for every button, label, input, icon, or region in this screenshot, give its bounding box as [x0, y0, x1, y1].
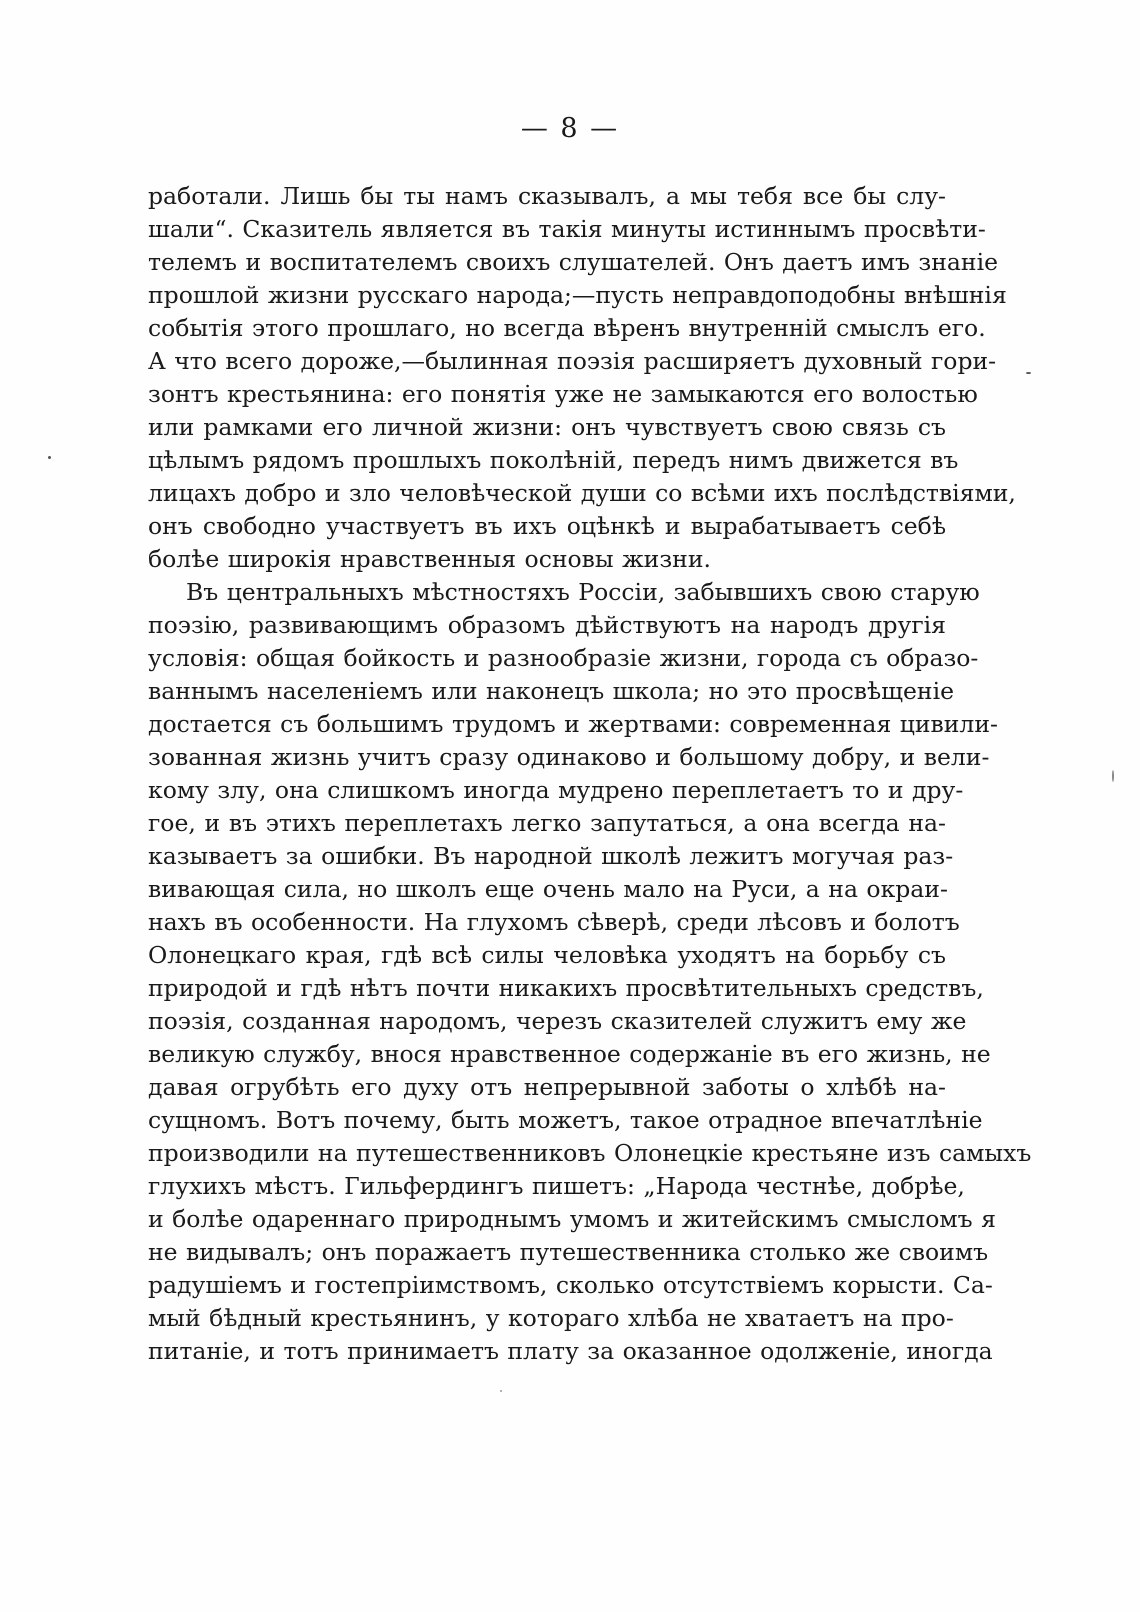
text-line: цѣлымъ рядомъ прошлыхъ поколѣній, передъ нимъ движется въ	[148, 446, 959, 474]
scan-speck	[500, 1390, 502, 1392]
text-line: давая огрубѣть его духу отъ непрерывной заботы о хлѣбѣ на-	[148, 1073, 946, 1101]
text-line: вивающая сила, но школъ еще очень мало на Руси, а на окраи-	[148, 875, 948, 903]
text-line: природой и гдѣ нѣтъ почти никакихъ просвѣтительныхъ средствъ,	[148, 974, 984, 1002]
text-line: зованная жизнь учитъ сразу одинаково и большому добру, и вели-	[148, 743, 990, 771]
text-line: событія этого прошлаго, но всегда вѣренъ внутренній смыслъ его.	[148, 314, 986, 342]
text-line: великую службу, внося нравственное содержаніе въ его жизнь, не	[148, 1040, 991, 1068]
text-line: гое, и въ этихъ переплетахъ легко запутаться, а она всегда на-	[148, 809, 946, 837]
text-line: работали. Лишь бы ты намъ сказывалъ, а мы тебя все бы слу-	[148, 182, 946, 210]
page-number: — 8 —	[520, 113, 620, 144]
body-text	[148, 180, 1032, 1368]
text-line: глухихъ мѣстъ. Гильфердингъ пишетъ: „Народа честнѣе, добрѣе,	[148, 1172, 965, 1200]
text-line: ваннымъ населеніемъ или наконецъ школа; но это просвѣщеніе	[148, 677, 954, 705]
text-line: нахъ въ особенности. На глухомъ сѣверѣ, среди лѣсовъ и болотъ	[148, 908, 960, 936]
text-line: поэзію, развивающимъ образомъ дѣйствуютъ на народъ другія	[148, 611, 946, 639]
text-line: казываетъ за ошибки. Въ народной школѣ лежитъ могучая раз-	[148, 842, 954, 870]
text-line: мый бѣдный крестьянинъ, у котораго хлѣба не хватаетъ на про-	[148, 1304, 954, 1332]
paragraph-start-line: Въ центральныхъ мѣстностяхъ Россіи, забывшихъ свою старую	[186, 578, 980, 606]
text-line: радушіемъ и гостепріимствомъ, сколько отсутствіемъ корысти. Са-	[148, 1271, 993, 1299]
text-line: прошлой жизни русскаго народа;—пусть неправдоподобны внѣшнія	[148, 281, 1007, 309]
paragraph-end-line: болѣе широкія нравственныя основы жизни.	[148, 545, 711, 573]
text-line: А что всего дороже,—былинная поэзія расширяетъ духовный гори-	[148, 347, 997, 375]
text-line: питаніе, и тотъ принимаетъ плату за оказанное одолженіе, иногда	[148, 1337, 993, 1365]
text-line: или рамками его личной жизни: онъ чувствуетъ свою связь съ	[148, 413, 946, 441]
text-line: Олонецкаго края, гдѣ всѣ силы человѣка уходятъ на борьбу съ	[148, 941, 946, 969]
text-line: онъ свободно участвуетъ въ ихъ оцѣнкѣ и вырабатываетъ себѣ	[148, 512, 946, 540]
text-line: зонтъ крестьянина: его понятія уже не замыкаются его волостью	[148, 380, 978, 408]
text-line: достается съ большимъ трудомъ и жертвами: современная цивили-	[148, 710, 998, 738]
scan-speck	[48, 456, 51, 459]
scan-speck	[1112, 770, 1114, 782]
text-line: производили на путешественниковъ Олонецкіе крестьяне изъ самыхъ	[148, 1139, 1032, 1167]
scan-speck	[1026, 372, 1031, 374]
text-line: сущномъ. Вотъ почему, быть можетъ, такое отрадное впечатлѣніе	[148, 1106, 983, 1134]
text-line: поэзія, созданная народомъ, черезъ сказителей служитъ ему же	[148, 1007, 967, 1035]
text-line: лицахъ добро и зло человѣческой души со всѣми ихъ послѣдствіями,	[148, 479, 1016, 507]
text-line: кому злу, она слишкомъ иногда мудрено переплетаетъ то и дру-	[148, 776, 964, 804]
text-line: не видывалъ; онъ поражаетъ путешественника столько же своимъ	[148, 1238, 989, 1266]
text-line: условія: общая бойкость и разнообразіе жизни, города съ образо-	[148, 644, 979, 672]
text-line: и болѣе одареннаго природнымъ умомъ и житейскимъ смысломъ я	[148, 1205, 996, 1233]
text-line: шали“. Сказитель является въ такія минуты истиннымъ просвѣти-	[148, 215, 986, 243]
text-line: телемъ и воспитателемъ своихъ слушателей. Онъ даетъ имъ знаніе	[148, 248, 998, 276]
